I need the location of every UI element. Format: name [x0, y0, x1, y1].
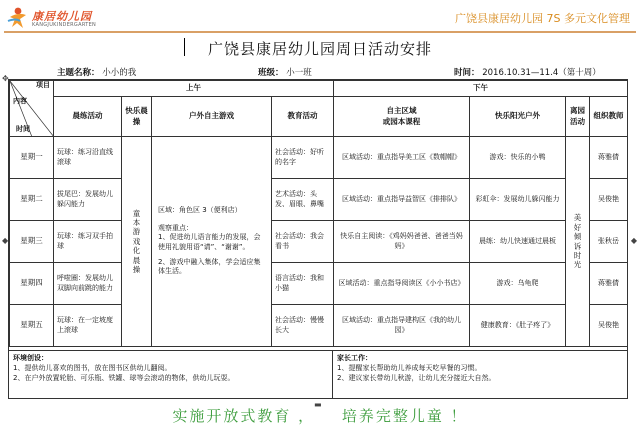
corner-label-time: 时间 [16, 125, 30, 134]
day-label: 星期三 [10, 221, 54, 263]
environment-title: 环境创设： [13, 354, 48, 362]
time-value: 2016.10.31—11.4（第十周） [482, 68, 601, 78]
teacher-cell[interactable]: 吴俊艳 [590, 179, 628, 221]
education-activity-cell[interactable]: 社会活动：慢慢长大 [272, 305, 334, 347]
table-corner-header [10, 81, 54, 137]
logo-subtext: KANGJUKINDERGARTEN [32, 22, 97, 28]
morning-activity-cell[interactable]: 玩球：练习双手拍球 [54, 221, 122, 263]
table-row [10, 221, 628, 263]
sunshine-activity-cell[interactable]: 游戏：乌龟爬 [470, 263, 566, 305]
time-info [454, 66, 601, 78]
class-label: 班级： [258, 68, 284, 78]
day-label: 星期一 [10, 137, 54, 179]
resize-handle-left-icon[interactable]: ◆ [2, 236, 9, 245]
sunshine-activity-cell[interactable]: 晨练：幼儿快速通过晨板 [470, 221, 566, 263]
education-activity-cell[interactable]: 社会活动：好听的名字 [272, 137, 334, 179]
header-divider [4, 31, 636, 33]
parent-note-1: 1、提醒家长帮助幼儿养成每天吃早餐的习惯。 [337, 364, 482, 373]
schedule-sheet [8, 79, 628, 399]
corner-label-project: 项目 [36, 81, 50, 89]
column-header: 离园活动 [566, 97, 590, 137]
column-header: 快乐阳光户外 [470, 97, 566, 137]
table-row [10, 263, 628, 305]
parent-work-title: 家长工作： [337, 354, 372, 362]
outdoor-focus-2: 2、游戏中融入集体，学会适应集体生活。 [158, 257, 261, 276]
document-title[interactable]: 广饶县康居幼儿园周日活动安排 [207, 40, 432, 58]
day-label: 星期四 [10, 263, 54, 305]
class-info [258, 66, 312, 78]
teacher-cell[interactable]: 蒋雅倩 [590, 137, 628, 179]
theme-label: 主题名称： [57, 68, 100, 78]
region-activity-cell[interactable]: 区域活动：重点指导益智区《排排队》 [334, 179, 470, 221]
column-header: 自主区域 或园本课程 [334, 97, 470, 137]
teacher-cell[interactable]: 蒋雅倩 [590, 263, 628, 305]
leaving-text: 美好倾诉时光 [573, 213, 582, 270]
corner-label-content: 内容 [13, 97, 27, 105]
column-header: 组织教师 [590, 97, 628, 137]
class-value: 小一班 [286, 68, 312, 78]
exercise-text: 童本游戏化晨操 [132, 208, 141, 274]
region-activity-cell[interactable]: 区域活动：重点指导阅读区《小小书店》 [334, 263, 470, 305]
slogan-part-2: 培养完整儿童 ！ [341, 407, 468, 425]
outdoor-area: 区域：角色区 3（便利店） [158, 206, 242, 215]
morning-activity-cell[interactable]: 玩球：练习沿直线滚球 [54, 137, 122, 179]
education-activity-cell[interactable]: 语言活动：我和小猫 [272, 263, 334, 305]
schedule-table [9, 80, 628, 347]
outdoor-focus-1: 1、促进幼儿语言能力的发展，会使用礼貌用语“请”、“谢谢”。 [158, 233, 261, 251]
table-row [10, 179, 628, 221]
education-activity-cell[interactable]: 社会活动：我会看书 [272, 221, 334, 263]
theme-value: 小小的我 [102, 68, 137, 78]
resize-handle-bottom-icon[interactable]: ▬ [314, 400, 322, 409]
leaving-activity-cell[interactable] [566, 137, 590, 347]
region-activity-cell[interactable]: 区域活动：重点指导建构区《我的幼儿园》 [334, 305, 470, 347]
teacher-cell[interactable]: 张秋岳 [590, 221, 628, 263]
table-move-handle-icon[interactable]: ✥ [2, 74, 9, 83]
day-label: 星期二 [10, 179, 54, 221]
kindergarten-logo [6, 6, 116, 32]
time-label: 时间： [454, 68, 480, 78]
environment-note-2: 2、在户外放置轮胎、可乐瓶、铁罐、球等会滚动的物体，供幼儿玩耍。 [13, 374, 235, 383]
education-activity-cell[interactable]: 艺术活动：头发、眉眼、鼻嘴 [272, 179, 334, 221]
theme-info [57, 66, 136, 78]
sunshine-activity-cell[interactable]: 彩虹伞：发展幼儿躲闪能力 [470, 179, 566, 221]
teacher-cell[interactable]: 吴俊艳 [590, 305, 628, 347]
resize-handle-right-icon[interactable]: ◆ [630, 236, 637, 245]
outdoor-focus-label: 观察重点： [158, 223, 193, 232]
morning-activity-cell[interactable]: 拔尾巴：发展幼儿躲闪能力 [54, 179, 122, 221]
morning-activity-cell[interactable]: 呼啦圈：发展幼儿双脚向前跳的能力 [54, 263, 122, 305]
column-header: 晨练活动 [54, 97, 122, 137]
parent-note-2: 2、建议家长带幼儿秋游，让幼儿充分接近大自然。 [337, 374, 496, 383]
column-header: 快乐晨操 [122, 97, 152, 137]
exercise-cell[interactable] [122, 137, 152, 347]
environment-note-1: 1、提供幼儿喜欢的图书，放在图书区供幼儿翻阅。 [13, 364, 172, 373]
sunshine-activity-cell[interactable]: 健康教育：《肚子疼了》 [470, 305, 566, 347]
brand-title: 广饶县康居幼儿园 7S 多元文化管理 [455, 12, 630, 25]
table-row [10, 305, 628, 347]
morning-activity-cell[interactable]: 玩球：在一定坡度上滚球 [54, 305, 122, 347]
child-logo-icon [6, 6, 30, 30]
column-header: 教育活动 [272, 97, 334, 137]
environment-notes[interactable] [9, 351, 333, 399]
slogan-part-1: 实施开放式教育 ， [172, 407, 316, 425]
notes-section [9, 350, 627, 399]
slogan [0, 405, 640, 426]
day-label: 星期五 [10, 305, 54, 347]
region-activity-cell[interactable]: 快乐自主阅读：《鸡妈妈爸爸、爸爸当妈妈》 [334, 221, 470, 263]
outdoor-game-cell[interactable] [152, 137, 272, 347]
sunshine-activity-cell[interactable]: 游戏：快乐的小鸭 [470, 137, 566, 179]
region-activity-cell[interactable]: 区域活动：重点指导美工区《数帽帽》 [334, 137, 470, 179]
parent-notes[interactable] [333, 351, 627, 399]
section-header-am: 上午 [54, 81, 334, 97]
logo-text: 康居幼儿园 [32, 10, 92, 23]
table-row [10, 137, 628, 179]
section-header-pm: 下午 [334, 81, 628, 97]
text-cursor [184, 38, 185, 56]
column-header: 户外自主游戏 [152, 97, 272, 137]
